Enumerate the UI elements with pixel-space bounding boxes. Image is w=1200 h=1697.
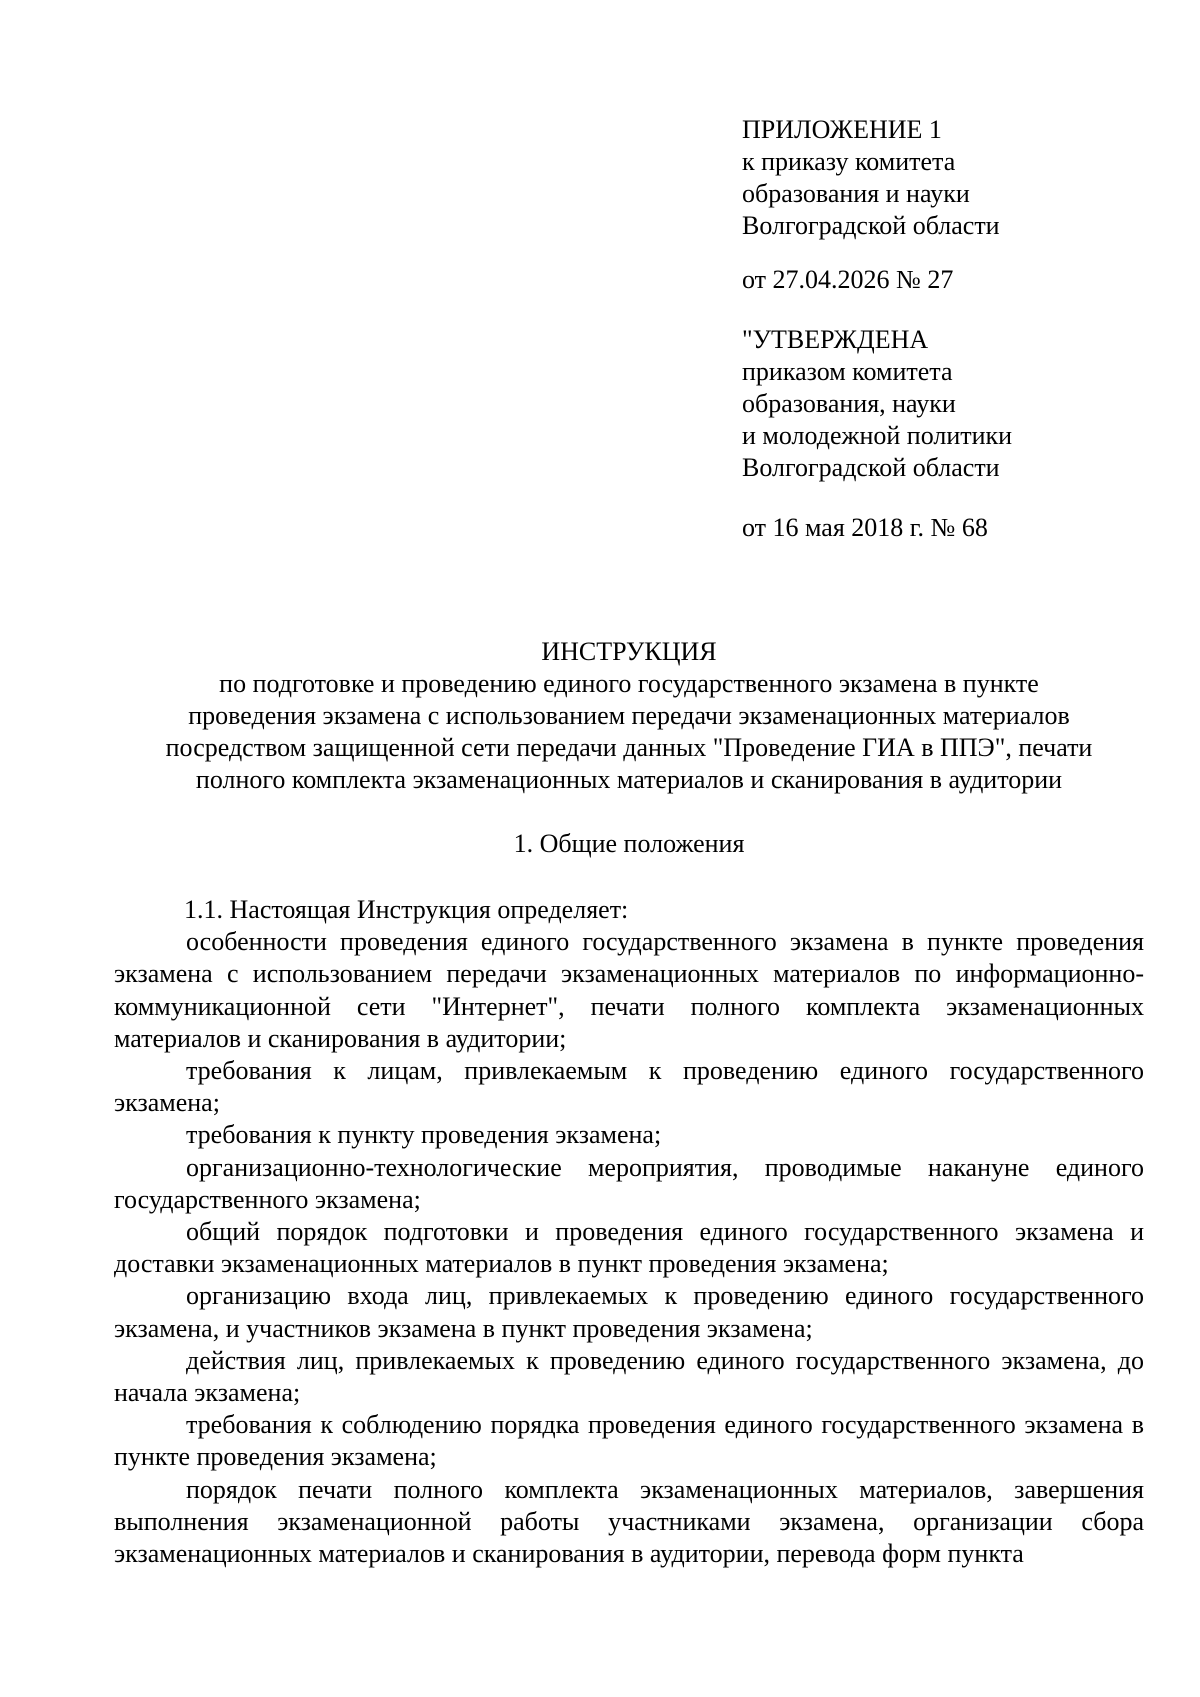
- body-paragraph: порядок печати полного комплекта экзаменационных материалов, завершения выполнения экзаменационной работы участниками экзамена, организации сбора экзаменационных материалов и сканирования в аудитории, перевода форм пункта: [114, 1474, 1144, 1569]
- approved-line: образования, науки: [742, 389, 956, 418]
- appendix-line: к приказу комитета: [742, 147, 956, 176]
- document-body: [114, 894, 1144, 1570]
- appendix-title: ПРИЛОЖЕНИЕ 1: [742, 115, 942, 144]
- appendix-line: Волгоградской области: [742, 211, 1000, 240]
- approved-line: Волгоградской области: [742, 453, 1000, 482]
- approved-title: "УТВЕРЖДЕНА: [742, 325, 929, 354]
- document-subtitle-line: полного комплекта экзаменационных материалов и сканирования в аудитории: [195, 765, 1063, 794]
- appendix-date: от 27.04.2026 № 27: [742, 265, 954, 294]
- section-heading: 1. Общие положения: [513, 829, 745, 858]
- body-paragraph: особенности проведения единого государственного экзамена в пункте проведения экзамена с использованием передачи экзаменационных материалов по информационно-коммуникационной сети "Интернет", печати полного комплекта экзаменационных материалов и сканирования в аудитории;: [114, 927, 1144, 1053]
- appendix-header: [742, 114, 1162, 544]
- approved-line: и молодежной политики: [742, 421, 1013, 450]
- body-paragraph: организацию входа лиц, привлекаемых к проведению единого государственного экзамена, и участников экзамена в пункт проведения экзамена;: [114, 1281, 1144, 1343]
- approved-date: от 16 мая 2018 г. № 68: [742, 513, 988, 542]
- body-paragraph: организационно-технологические мероприятия, проводимые накануне единого государственного экзамена;: [114, 1152, 1144, 1214]
- document-heading: ИНСТРУКЦИЯ: [541, 637, 717, 666]
- body-paragraph: требования к пункту проведения экзамена;: [186, 1120, 662, 1150]
- document-subtitle-line: посредством защищенной сети передачи данных "Проведение ГИА в ППЭ", печати: [165, 733, 1093, 762]
- body-paragraph: 1.1. Настоящая Инструкция определяет:: [184, 895, 629, 924]
- document-subtitle-line: по подготовке и проведению единого государственного экзамена в пункте: [219, 669, 1039, 698]
- body-paragraph: требования к лицам, привлекаемым к проведению единого государственного экзамена;: [114, 1056, 1144, 1118]
- document-title: [114, 636, 1144, 796]
- body-paragraph: действия лиц, привлекаемых к проведению единого государственного экзамена, до начала экзамена;: [114, 1345, 1144, 1408]
- body-paragraph: требования к соблюдению порядка проведения единого государственного экзамена в пункте проведения экзамена;: [114, 1410, 1144, 1472]
- approved-line: приказом комитета: [742, 357, 953, 386]
- appendix-line: образования и науки: [742, 179, 970, 208]
- document-subtitle-line: проведения экзамена с использованием передачи экзаменационных материалов: [188, 701, 1070, 730]
- body-paragraph: общий порядок подготовки и проведения единого государственного экзамена и доставки экзаменационных материалов в пункт проведения экзамена;: [114, 1217, 1144, 1279]
